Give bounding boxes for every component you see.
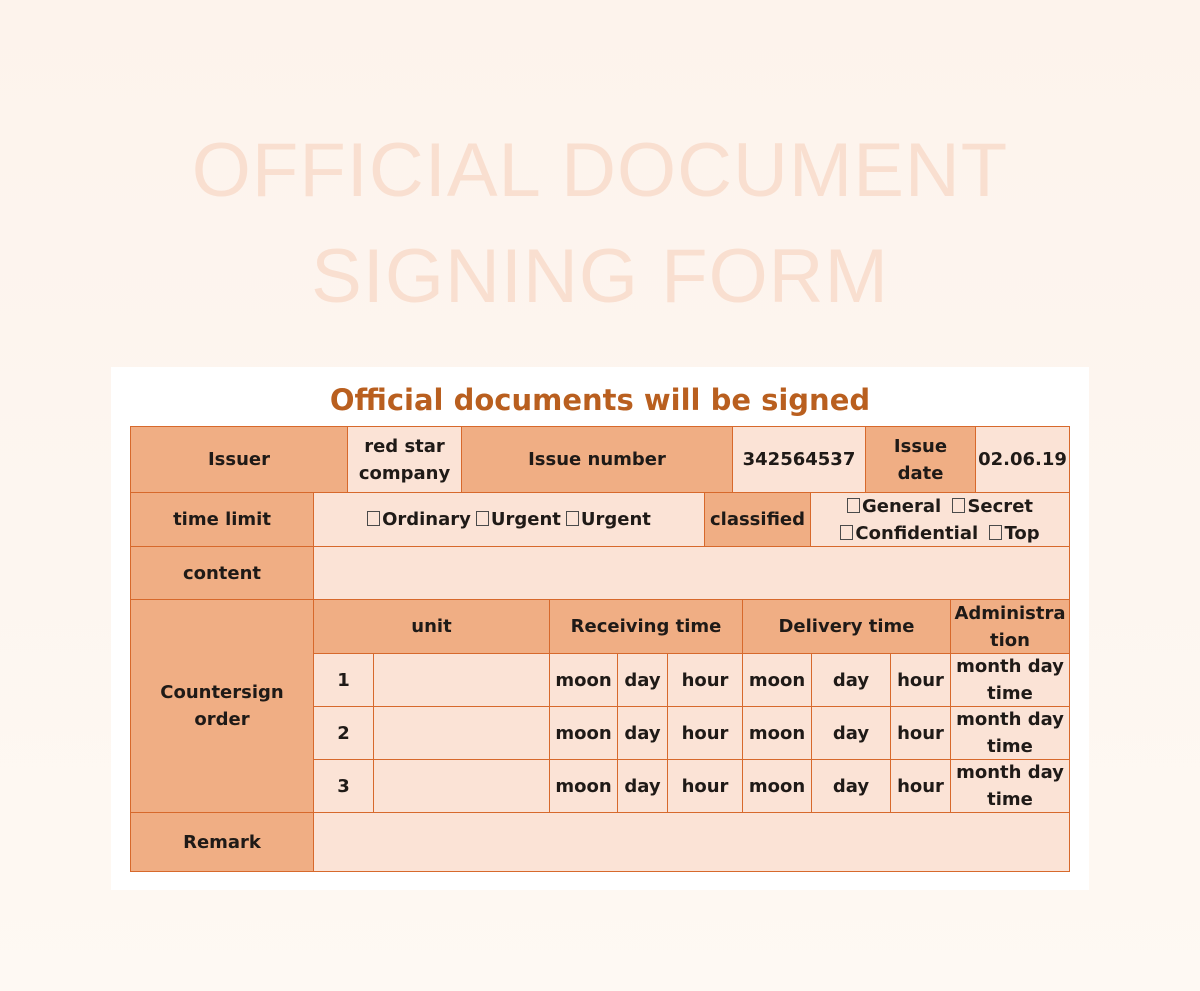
receiving-hour[interactable]: hour xyxy=(667,653,743,707)
row-number: 1 xyxy=(313,653,374,707)
delivery-day[interactable]: day xyxy=(811,759,891,813)
receiving-moon[interactable]: moon xyxy=(549,759,618,813)
hero-title xyxy=(0,118,1200,330)
classified-option-secret[interactable]: Secret xyxy=(952,496,1033,517)
checkbox-icon[interactable] xyxy=(476,511,489,526)
row-number: 2 xyxy=(313,706,374,760)
row-number: 3 xyxy=(313,759,374,813)
delivery-time-header: Delivery time xyxy=(742,599,951,654)
receiving-moon[interactable]: moon xyxy=(549,653,618,707)
classified-options xyxy=(810,492,1070,547)
delivery-day[interactable]: day xyxy=(811,653,891,707)
administration-time[interactable]: month day time xyxy=(950,759,1070,813)
receiving-hour[interactable]: hour xyxy=(667,759,743,813)
issuer-label: Issuer xyxy=(130,426,348,493)
administration-time[interactable]: month day time xyxy=(950,653,1070,707)
time-limit-option-urgent-2[interactable]: Urgent xyxy=(566,506,651,533)
time-limit-option-urgent[interactable]: Urgent xyxy=(476,506,561,533)
remark-field[interactable] xyxy=(313,812,1070,872)
checkbox-icon[interactable] xyxy=(989,525,1002,540)
classified-label: classified xyxy=(704,492,811,547)
checkbox-icon[interactable] xyxy=(840,525,853,540)
checkbox-icon[interactable] xyxy=(367,511,380,526)
classified-option-general[interactable]: General xyxy=(847,496,941,517)
issue-number-label: Issue number xyxy=(461,426,733,493)
receiving-day[interactable]: day xyxy=(617,759,668,813)
delivery-hour[interactable]: hour xyxy=(890,706,951,760)
classified-option-confidential[interactable]: Confidential xyxy=(840,523,978,544)
issuer-value[interactable]: red star company xyxy=(347,426,462,493)
delivery-moon[interactable]: moon xyxy=(742,706,812,760)
classified-option-top[interactable]: Top xyxy=(989,523,1039,544)
checkbox-icon[interactable] xyxy=(847,498,860,513)
receiving-time-header: Receiving time xyxy=(549,599,743,654)
delivery-moon[interactable]: moon xyxy=(742,759,812,813)
delivery-hour[interactable]: hour xyxy=(890,759,951,813)
unit-field[interactable] xyxy=(373,706,550,760)
hero-title-line-2: SIGNING FORM xyxy=(311,234,889,319)
administration-header: Administration xyxy=(950,599,1070,654)
content-label: content xyxy=(130,546,314,600)
form-title: Official documents will be signed xyxy=(329,383,871,417)
time-limit-options xyxy=(313,492,705,547)
hero-title-line-1: OFFICIAL DOCUMENT xyxy=(191,128,1009,213)
issue-date-label: Issue date xyxy=(865,426,976,493)
receiving-day[interactable]: day xyxy=(617,653,668,707)
delivery-moon[interactable]: moon xyxy=(742,653,812,707)
checkbox-icon[interactable] xyxy=(566,511,579,526)
unit-header: unit xyxy=(313,599,550,654)
time-limit-option-ordinary[interactable]: Ordinary xyxy=(367,506,471,533)
delivery-day[interactable]: day xyxy=(811,706,891,760)
issue-number-value[interactable]: 342564537 xyxy=(732,426,866,493)
content-field[interactable] xyxy=(313,546,1070,600)
receiving-hour[interactable]: hour xyxy=(667,706,743,760)
issue-date-value[interactable]: 02.06.19 xyxy=(975,426,1070,493)
checkbox-icon[interactable] xyxy=(952,498,965,513)
unit-field[interactable] xyxy=(373,653,550,707)
countersign-label: Countersign order xyxy=(130,599,314,813)
time-limit-label: time limit xyxy=(130,492,314,547)
remark-label: Remark xyxy=(130,812,314,872)
receiving-day[interactable]: day xyxy=(617,706,668,760)
administration-time[interactable]: month day time xyxy=(950,706,1070,760)
delivery-hour[interactable]: hour xyxy=(890,653,951,707)
receiving-moon[interactable]: moon xyxy=(549,706,618,760)
unit-field[interactable] xyxy=(373,759,550,813)
